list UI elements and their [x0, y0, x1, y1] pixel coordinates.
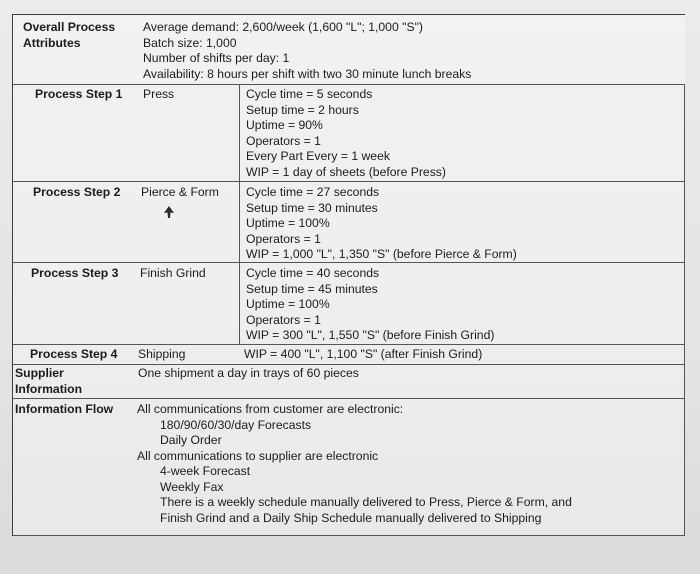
- process-step-name: Pierce & Form: [141, 185, 219, 199]
- detail-line: Every Part Every = 1 week: [246, 149, 390, 163]
- overall-line: Batch size: 1,000: [143, 35, 237, 50]
- information-flow-label: Information Flow: [15, 402, 114, 416]
- process-step-details: [244, 347, 482, 363]
- detail-line: WIP = 1,000 "L", 1,350 "S" (before Pierce & Form): [246, 247, 517, 261]
- overall-attributes-row: [13, 15, 685, 85]
- column-divider: [239, 182, 240, 262]
- supplier-information-label: Supplier Information: [15, 366, 83, 396]
- process-step-1-row: [13, 85, 685, 182]
- column-divider: [684, 182, 685, 262]
- info-flow-line: There is a weekly schedule manually delivered to Press, Pierce & Form, and: [160, 495, 572, 509]
- process-step-2-row: [13, 182, 685, 263]
- info-flow-line: Weekly Fax: [160, 479, 224, 494]
- column-divider: [684, 263, 685, 344]
- overall-attributes-label: Overall Process Attributes: [23, 20, 116, 50]
- information-flow-lines: [137, 402, 572, 526]
- detail-line: WIP = 1 day of sheets (before Press): [246, 164, 446, 179]
- info-flow-line: 4-week Forecast: [160, 464, 251, 478]
- info-flow-line: All communications from customer are electronic:: [137, 402, 404, 416]
- process-step-3-row: [13, 263, 685, 345]
- detail-line: Cycle time = 40 seconds: [246, 266, 380, 280]
- info-flow-line: 180/90/60/30/day Forecasts: [160, 417, 312, 432]
- mouse-cursor-icon: [163, 205, 175, 219]
- supplier-information-text: One shipment a day in trays of 60 pieces: [138, 366, 359, 380]
- detail-line: WIP = 400 "L", 1,100 "S" (after Finish Grind): [244, 347, 483, 361]
- process-step-label: Process Step 4: [30, 347, 118, 361]
- supplier-information-row: [13, 365, 685, 399]
- process-step-label: Process Step 2: [33, 185, 121, 199]
- column-divider: [684, 399, 685, 535]
- column-divider: [239, 263, 240, 344]
- process-step-4-row: [13, 345, 685, 365]
- column-divider: [239, 85, 240, 181]
- detail-line: Operators = 1: [246, 231, 321, 246]
- column-divider: [684, 85, 685, 181]
- overall-line: Average demand: 2,600/week (1,600 "L"; 1,000 "S"): [143, 20, 423, 34]
- detail-line: Setup time = 30 minutes: [246, 200, 378, 215]
- info-flow-line: Finish Grind and a Daily Ship Schedule manually delivered to Shipping: [160, 510, 542, 525]
- process-step-name: Finish Grind: [140, 266, 206, 280]
- detail-line: Setup time = 2 hours: [246, 102, 359, 117]
- info-flow-line: All communications to supplier are electronic: [137, 448, 379, 463]
- process-step-details: [246, 87, 446, 180]
- process-step-name: Shipping: [138, 347, 186, 361]
- overall-attributes-lines: [143, 20, 471, 82]
- process-step-label: Process Step 3: [31, 266, 119, 280]
- detail-line: Setup time = 45 minutes: [246, 281, 378, 296]
- detail-line: WIP = 300 "L", 1,550 "S" (before Finish Grind): [246, 328, 495, 342]
- process-step-name: Press: [143, 87, 175, 101]
- detail-line: Cycle time = 27 seconds: [246, 185, 380, 199]
- detail-line: Operators = 1: [246, 312, 321, 327]
- overall-line: Availability: 8 hours per shift with two 30 minute lunch breaks: [143, 66, 472, 81]
- detail-line: Uptime = 100%: [246, 216, 330, 230]
- process-step-label: Process Step 1: [35, 87, 123, 101]
- detail-line: Uptime = 100%: [246, 297, 330, 311]
- detail-line: Operators = 1: [246, 133, 321, 148]
- info-flow-line: Daily Order: [160, 433, 222, 447]
- information-flow-row: [13, 399, 685, 536]
- process-step-details: [246, 185, 517, 263]
- detail-line: Uptime = 90%: [246, 118, 323, 132]
- process-step-details: [246, 266, 494, 344]
- column-divider: [684, 345, 685, 364]
- detail-line: Cycle time = 5 seconds: [246, 87, 373, 101]
- overall-line: Number of shifts per day: 1: [143, 51, 290, 65]
- column-divider: [684, 365, 685, 398]
- process-attributes-table: [12, 14, 685, 536]
